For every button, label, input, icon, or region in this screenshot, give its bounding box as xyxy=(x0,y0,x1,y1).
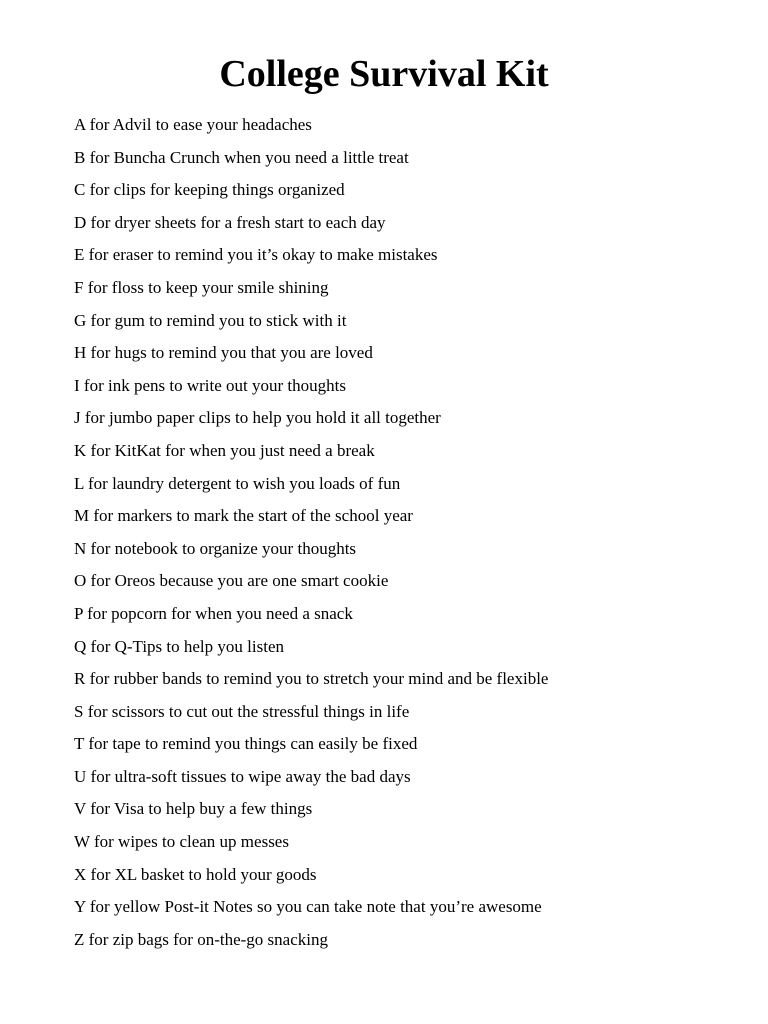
list-item-f: F for floss to keep your smile shining xyxy=(74,277,329,297)
list-item-d: D for dryer sheets for a fresh start to each day xyxy=(74,212,386,232)
list-item-j: J for jumbo paper clips to help you hold it all together xyxy=(74,408,441,428)
list-item-l: L for laundry detergent to wish you loads of fun xyxy=(74,473,401,493)
list-item-b: B for Buncha Crunch when you need a little treat xyxy=(74,147,409,167)
list-item-y: Y for yellow Post-it Notes so you can take note that you’re awesome xyxy=(74,897,542,917)
list-item-p: P for popcorn for when you need a snack xyxy=(74,603,353,623)
list-item-q: Q for Q-Tips to help you listen xyxy=(74,636,284,656)
list-item-o: O for Oreos because you are one smart cookie xyxy=(74,571,389,591)
list-item-x: X for XL basket to hold your goods xyxy=(74,864,317,884)
list-item-k: K for KitKat for when you just need a break xyxy=(74,440,375,460)
item-list xyxy=(74,111,734,958)
list-item-v: V for Visa to help buy a few things xyxy=(74,799,313,819)
list-item-n: N for notebook to organize your thoughts xyxy=(74,538,357,558)
list-item-r: R for rubber bands to remind you to stretch your mind and be flexible xyxy=(74,669,549,689)
list-item-g: G for gum to remind you to stick with it xyxy=(74,310,347,330)
list-item-w: W for wipes to clean up messes xyxy=(74,832,289,852)
list-item-z: Z for zip bags for on-the-go snacking xyxy=(74,929,328,949)
list-item-i: I for ink pens to write out your thoughts xyxy=(74,375,346,395)
list-item-h: H for hugs to remind you that you are loved xyxy=(74,343,373,363)
list-item-s: S for scissors to cut out the stressful things in life xyxy=(74,701,410,721)
list-item-c: C for clips for keeping things organized xyxy=(74,180,345,200)
list-item-e: E for eraser to remind you it’s okay to make mistakes xyxy=(74,245,438,265)
list-item-a: A for Advil to ease your headaches xyxy=(74,115,312,134)
list-item-m: M for markers to mark the start of the school year xyxy=(74,506,413,526)
page-title: College Survival Kit xyxy=(219,53,549,95)
list-item-u: U for ultra-soft tissues to wipe away the bad days xyxy=(74,766,411,786)
list-item-t: T for tape to remind you things can easily be fixed xyxy=(74,734,418,754)
